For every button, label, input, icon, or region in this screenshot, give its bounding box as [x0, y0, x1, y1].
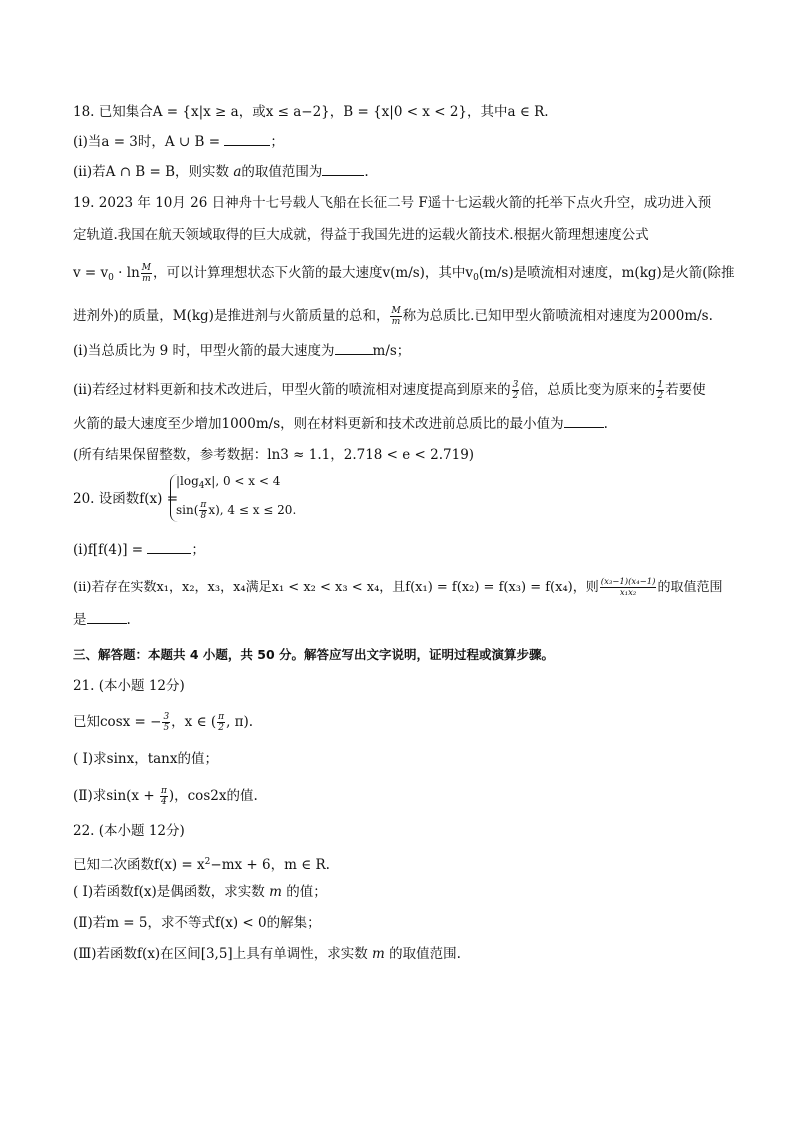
q19-line4: 进剂外)的质量，M(kg)是推进剂与火箭质量的总和， $\frac{M}{m}$ 称为总质比.已知甲型火箭喷流相对速度为2000m/s. [73, 306, 713, 327]
q20-part2-line2: 是 . [73, 612, 131, 628]
q19-formula-line: $v = v_0 \cdot \ln$ $\frac{M}{m}$ ，可以计算理想状态下火箭的最大速度v(m/s)，其中$v_0(m/s)$是喷流相对速度，m(kg)是火箭(除推 [73, 263, 735, 284]
fraction-1-over-2: $\frac{1}{2}$ [657, 380, 664, 401]
q18-part1: (i)当a = 3时，A ∪ B = ； [73, 134, 284, 150]
fraction-3-over-2: $\frac{3}{2}$ [512, 380, 519, 401]
fraction-3-over-5: $\frac{3}{5}$ [163, 712, 170, 733]
answer-blank [335, 342, 373, 355]
fraction-M-over-m: $\frac{M}{m}$ [141, 263, 151, 284]
q20-case2: sin( $\frac{\pi}{8}$ x), 4 ≤ x ≤ 20. [176, 500, 297, 521]
q19-line2: 定轨道.我国在航天领域取得的巨大成就，得益于我国先进的运载火箭技术.根据火箭理想速度公式 [73, 227, 649, 243]
q20-case1: $|\log_4x|$, 0 < x < 4 [176, 474, 281, 491]
q20-part2: (ii)若存在实数x₁，x₂，x₃，x₄满足x₁ < x₂ < x₃ < x₄，且f(x₁) = f(x₂) = f(x₃) = f(x₄)，则 $\frac{\text{(x₃−1)(x₄−1)}}{\text{x₁x₂}}$ 的取值范围 [73, 577, 723, 598]
answer-blank [564, 415, 604, 428]
q20-lead: 20. 设函数f(x) = [73, 491, 179, 507]
answer-blank [87, 611, 127, 624]
section-heading: 三、解答题：本题共 4 小题，共 50 分。解答应写出文字说明，证明过程或演算步骤。 [73, 647, 555, 662]
fraction-pi-over-2: $\frac{\pi}{2}$ [218, 712, 225, 733]
fraction-pi-over-4: $\frac{\pi}{4}$ [160, 786, 167, 807]
q18-part2: (ii)若A ∩ B = B，则实数 a的取值范围为 . [73, 164, 369, 180]
q18-stem: 18. 已知集合A = {x|x ≥ a，或x ≤ a−2}，B = {x|0 < x < 2}，其中a ∈ R. [73, 104, 549, 120]
q21-part1: ( Ⅰ)求sinx，tanx的值； [73, 751, 218, 767]
answer-blank [224, 133, 270, 146]
q22-given: 已知二次函数$f(x) = x^2-mx + 6$，m ∈ R. [73, 857, 330, 873]
q22-part1: ( Ⅰ)若函数f(x)是偶函数，求实数 m 的值； [73, 884, 327, 900]
answer-blank [322, 163, 364, 176]
q22-head: 22. (本小题 12分) [73, 823, 185, 839]
q21-given: 已知cosx = − $\frac{3}{5}$ ，x ∈ ( $\frac{\pi}{2}$ , π). [73, 712, 254, 733]
q22-part3: (Ⅲ)若函数f(x)在区间[3,5]上具有单调性，求实数 m 的取值范围. [73, 946, 461, 962]
q20-part1: (i)f[f(4)] = ； [73, 542, 205, 558]
fraction-M-over-m: $\frac{M}{m}$ [391, 306, 401, 327]
q19-part2: (ii)若经过材料更新和技术改进后，甲型火箭的喷流相对速度提高到原来的 $\frac{3}{2}$ 倍，总质比变为原来的 $\frac{1}{2}$ 若要使 [73, 380, 706, 401]
fraction-expression: $\frac{\text{(x₃−1)(x₄−1)}}{\text{x₁x₂}}$ [600, 577, 656, 598]
q21-head: 21. (本小题 12分) [73, 678, 185, 694]
q19-part2-line2: 火箭的最大速度至少增加1000m/s，则在材料更新和技术改进前总质比的最小值为 . [73, 416, 608, 432]
q19-part1: (i)当总质比为 9 时，甲型火箭的最大速度为 m/s； [73, 343, 411, 359]
q21-part2: (Ⅱ)求sin(x + $\frac{\pi}{4}$ )，cos2x的值. [73, 786, 258, 807]
q22-part2: (Ⅱ)若m = 5，求不等式f(x) < 0的解集； [73, 915, 321, 931]
q19-note: (所有结果保留整数，参考数据：ln3 ≈ 1.1，2.718 < e < 2.719) [73, 447, 475, 463]
answer-blank [147, 541, 191, 554]
q19-line1: 19. 2023 年 10月 26 日神舟十七号载人飞船在长征二号 F遥十七运载火箭的托举下点火升空，成功进入预 [73, 195, 712, 211]
fraction-pi-over-8: $\frac{\pi}{8}$ [200, 500, 207, 521]
